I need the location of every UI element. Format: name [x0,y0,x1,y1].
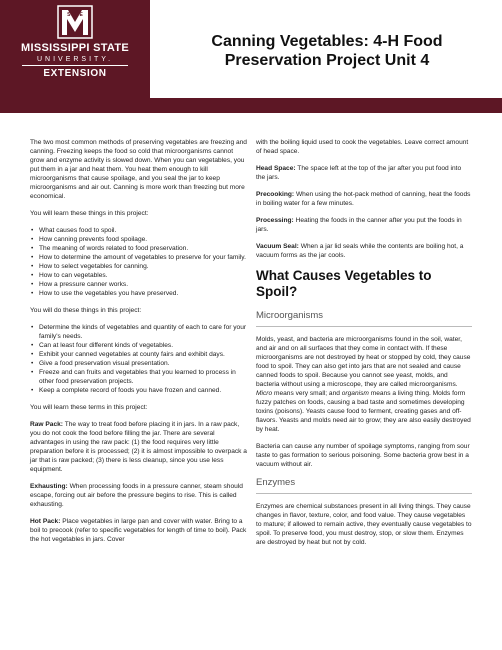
list-item: • How a pressure canner works. [39,280,248,289]
msu-m-mark-icon [57,5,93,39]
term-label: Vacuum Seal: [256,243,299,250]
term-definition: Heating the foods in the canner after you put the foods in jars. [256,217,462,233]
subheading-microorganisms: Microorganisms [256,310,324,321]
list-item: • How to select vegetables for canning. [39,262,248,271]
svg-text:STATE: STATE [67,12,83,18]
term-definition: When processing foods in a pressure canner, steam should escape, forcing out air before the pressure begins to rise. This is called exhausting. [30,483,243,508]
left-column [30,138,248,552]
list-item: • How to determine the amount of vegetables to preserve for your family. [39,253,248,262]
logo-university-name: MISSISSIPPI STATE [21,42,129,54]
term-raw-pack [30,420,248,474]
right-column [256,138,472,555]
document-title [162,32,492,70]
title-line-1: Canning Vegetables: 4-H Food [211,33,443,50]
term-label: Precooking: [256,191,295,198]
list-item: • Keep a complete record of foods you have frozen and canned. [39,386,248,395]
term-label: Processing: [256,217,294,224]
logo-extension-word: EXTENSION [43,68,107,79]
logo-divider [22,65,128,66]
term-exhausting [30,482,248,509]
subheading-divider [256,326,472,327]
term-definition: Place vegetables in large pan and cover with water. Bring to a boil to precook (refer to specific vegetables for length of time to boil). Pack the hot vegetables in jars. Cover [30,518,247,543]
term-definition: When using the hot-pack method of canning, heat the foods in boiling water for a few minutes. [256,191,471,207]
intro-paragraph: The two most common methods of preserving vegetables are freezing and canning. Freezing keeps the food so cold that microorganisms cannot grow and enzyme activity is slowed down. When you can vegetables, you put them in a jar and heat them. You heat them enough to kill microorganisms that cause spoilage, and you seal the jar to keep microorganisms and air out. Canning is more work than freezing but more economical. [30,139,247,200]
term-processing [256,216,472,234]
do-intro: You will do these things in this project: [30,307,142,314]
page-header [0,0,502,98]
subheading-enzymes: Enzymes [256,477,296,488]
bacteria-paragraph: Bacteria can cause any number of spoilage symptoms, ranging from sour taste to gas formation to serious poisoning. Some bacteria grow best in a vacuum without air. [256,443,470,468]
do-list [30,323,248,395]
term-hot-pack [30,517,248,544]
list-item: • Freeze and can fruits and vegetables that you learned to process in other food preservation projects. [39,368,248,386]
enzymes-paragraph: Enzymes are chemical substances present in all living things. They cause changes in flavor, texture, color, and food value. They cause vegetables to mature; if allowed to remain active, they eventually cause vegetables to spoil. To preserve food, you must destroy, stop, or slow them. Enzymes are destroyed by heat but not by cold. [256,503,472,546]
list-item: • Determine the kinds of vegetables and quantity of each to care for your family's needs. [39,323,248,341]
subheading-divider [256,493,472,494]
term-definition: When a jar lid seals while the contents are boiling hot, a vacuum forms as the jar cools. [256,243,464,259]
msu-extension-logo [0,0,150,98]
emphasis-organism: organism [341,390,369,397]
terms-intro: You will learn these terms in this project: [30,404,148,411]
list-item: • Give a food preservation visual presentation. [39,359,248,368]
term-label: Hot Pack: [30,518,61,525]
term-precooking [256,190,472,208]
microorganisms-paragraph: Molds, yeast, and bacteria are microorganisms found in the soil, water, and air and on all surfaces that they come in contact with. If these microorganisms are not destroyed by heat or stopped by cold, they cause food to spoil. They can also get into jars that are not sealed and cause canned foods to spoil. Because you cannot see yeast, molds, and bacteria without using a microscope, they are called microorganisms. Micro means very small; and organism means a living thing. Molds form fuzzy patches on foods, causing a bad taste and sometimes developing toxins (poisons). Yeasts cause food to ferment, creating gases and off-flavors. Yeasts and molds need air to grow; they are also easily destroyed by heat. [256,336,471,433]
list-item: • How to use the vegetables you have preserved. [39,289,248,298]
term-label: Exhausting: [30,483,68,490]
list-item: • Exhibit your canned vegetables at county fairs and exhibit days. [39,350,248,359]
title-line-2: Preservation Project Unit 4 [224,52,430,69]
term-definition: The space left at the top of the jar after you put food into the jars. [256,165,462,181]
header-accent-bar [0,98,502,113]
learn-list [30,226,248,298]
term-head-space [256,164,472,182]
learn-intro: You will learn these things in this project: [30,210,149,217]
list-item: • What causes food to spoil. [39,226,248,235]
logo-university-word: UNIVERSITY. [36,56,114,63]
emphasis-micro: Micro [256,390,273,397]
hot-pack-continued: with the boiling liquid used to cook the vegetables. Leave correct amount of head space. [256,139,469,155]
term-label: Raw Pack: [30,421,63,428]
list-item: • Can at least four different kinds of vegetables. [39,341,248,350]
term-label: Head Space: [256,165,296,172]
term-definition: The way to treat food before placing it in jars. In a raw pack, you do not cook the food before filling the jar. There are several advantages in using the raw pack: (1) the food requires very little preparation before it is processed; (2) it is almost impossible to overpack a jar that is raw packed; (3) there is less cleanup, since you use less equipment. [30,421,247,473]
section-heading: What Causes Vegetables to Spoil? [256,268,432,299]
list-item: • The meaning of words related to food preservation. [39,244,248,253]
list-item: • How canning prevents food spoilage. [39,235,248,244]
term-vacuum-seal [256,242,472,260]
list-item: • How to can vegetables. [39,271,248,280]
